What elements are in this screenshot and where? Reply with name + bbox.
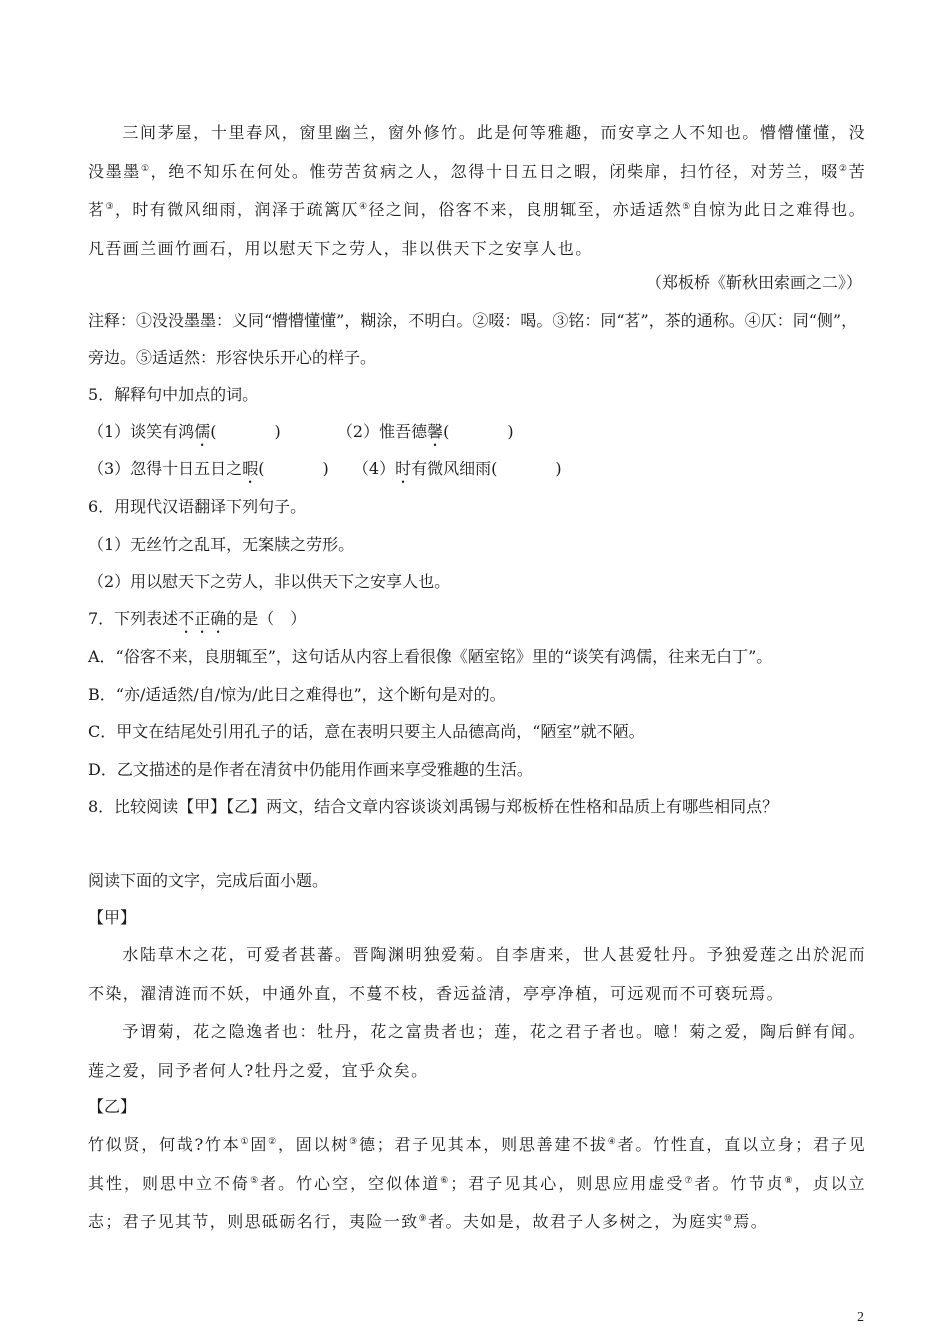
option-a[interactable]: A．“俗客不来，良朋辄至”，这句话从内容上看很像《陋室铭》里的“谈笑有鸿儒，往来无白丁”。: [88, 647, 773, 666]
item-text: ): [555, 459, 562, 478]
passage-text: 径之间，俗客不来，良朋辄至，亦适适然: [368, 200, 683, 219]
item-text: （4）: [352, 459, 396, 478]
passage-text: 水陆草木之花，可爱者甚蕃。晋陶渊明独爱菊。自李唐来，世人甚爱牡丹。予独爱莲之出於泥而不染，濯清涟而不妖，中通外直，不蔓不枝，香远益清，亭亭净植，可远观而不可亵玩焉。: [88, 945, 866, 1003]
jia-paragraph-2: [88, 1013, 866, 1090]
item-text: （3）忽得十日五日之: [88, 459, 243, 478]
footnote-marker: ⑤: [682, 202, 692, 212]
question-5-row-1: [88, 421, 514, 450]
item-text: （2）惟吾德: [336, 422, 428, 441]
passage-text: ，时有: [114, 200, 168, 219]
passage-text: 者。竹性直，直以立身；君子见其性，则思中立不倚: [88, 1135, 867, 1193]
footnote-marker: ⑤: [250, 1175, 261, 1186]
passage-text: 予谓菊，花之隐逸者也：牡丹，花之富贵者也；莲，花之君子者也。噫！菊之爱，陶后鲜有闻。莲之爱，同予者何人?牡丹之爱，宜乎众矣。: [88, 1022, 866, 1080]
passage-text: 三间茅屋，十里春风，窗里幽兰，窗外修竹。此是何等雅趣，而安享之人不知也。懵懵懂懂，没没墨: [88, 123, 866, 181]
question-8-title: 8．比较阅读【甲】【乙】两文，结合文章内容谈谈刘禹锡与郑板桥在性格和品质上有哪些相同点？: [88, 797, 779, 816]
footnote-marker: ③: [105, 202, 115, 212]
dotted-word: 不正确: [178, 609, 227, 628]
passage-text: 者。竹节贞: [694, 1173, 785, 1193]
passage-text: 焉。: [733, 1212, 769, 1231]
option-b[interactable]: B．“亦/适适然/自/惊为/此日之难得也”，这个断句是对的。: [88, 685, 506, 704]
passage-text: ；君子见其心，则思应用虚受: [450, 1173, 685, 1193]
yi-paragraph: [88, 1126, 866, 1242]
passage-text: 墨: [123, 161, 141, 181]
footnote-marker: ②: [268, 1137, 278, 1147]
item-text: ): [322, 459, 329, 478]
footnote-marker: ①: [240, 1137, 251, 1147]
footnote-marker: ③: [349, 1137, 359, 1147]
page-number: 2: [857, 1310, 864, 1325]
footnote-marker: ④: [607, 1137, 618, 1147]
dotted-word: 儒: [194, 422, 211, 441]
passage-text: ，绝不知乐在何处。惟劳苦贫病之人，忽得十日五日之暇，闭柴扉，扫竹径，对芳兰，啜: [150, 161, 839, 181]
item-text: ): [507, 422, 514, 441]
notes-line-2: 旁边。⑤适适然：形容快乐开心的样子。: [88, 348, 377, 367]
footnote-marker: ①: [140, 163, 151, 174]
footnote-marker: ④: [358, 202, 369, 212]
question-5-row-2: [88, 458, 562, 487]
passage-source: （郑板桥《靳秋田索画之二》）: [645, 273, 862, 292]
passage-text: 微风细雨，润泽于疏篱仄: [167, 200, 359, 219]
option-d[interactable]: D．乙文描述的是作者在清贫中仍能用作画来享受雅趣的生活。: [88, 760, 533, 779]
footnote-marker: ⑨: [418, 1214, 429, 1224]
question-6-sentence-2: （2）用以慰天下之劳人，非以供天下之安享人也。: [88, 572, 451, 591]
passage-text: 画石，用以慰天下之劳人，非以供天下之安享人也。: [192, 238, 593, 258]
footnote-marker: ⑦: [684, 1175, 695, 1186]
footnote-marker: ⑧: [784, 1175, 795, 1186]
notes-line-1: 注释：①没没墨墨：义同“懵懵懂懂”，糊涂，不明白。②啜：喝。③铭：同“茗”，茶的通称。④仄：同“侧”，: [88, 311, 858, 330]
passage-text: 者。夫如是，故君子人多树之，为庭实: [428, 1212, 724, 1231]
option-c[interactable]: C．甲文在结尾处引用孔子的话，意在表明只要主人品德高尚，“陋室”就不陋。: [88, 722, 645, 741]
passage-text: 固: [250, 1135, 269, 1154]
passage-text: 自惊为此日之难得也。凡吾画兰画竹: [88, 200, 866, 258]
item-text: 有微风细雨(: [411, 459, 498, 478]
question-5-title: 5．解释句中加点的词。: [88, 385, 259, 404]
yi-label: 【乙】: [88, 1097, 137, 1116]
passage-text: 者。竹心空，空似体道: [260, 1173, 441, 1193]
footnote-marker: ⑥: [440, 1175, 451, 1186]
question-6-title: 6．用现代汉语翻译下列句子。: [88, 497, 307, 516]
item-text: 7．下列表述: [88, 609, 179, 628]
question-7-title: [88, 608, 306, 637]
item-text: （1）谈笑有鸿: [88, 422, 195, 441]
yi-passage-paragraph: [88, 114, 866, 268]
item-text: 的是（ ）: [226, 609, 307, 628]
jia-paragraph-1: [88, 936, 866, 1013]
question-6-sentence-1: （1）无丝竹之乱耳，无案牍之劳形。: [88, 535, 355, 554]
section-intro: 阅读下面的文字，完成后面小题。: [88, 871, 329, 890]
item-text: ): [274, 422, 281, 441]
footnote-marker: ⑩: [723, 1214, 734, 1224]
dotted-word: 馨: [427, 422, 444, 441]
item-text: (: [443, 422, 450, 441]
item-text: (: [258, 459, 265, 478]
item-text: (: [210, 422, 217, 441]
passage-text: ，固以树: [278, 1135, 350, 1154]
passage-text: 竹似贤，何哉?竹本: [88, 1135, 241, 1154]
passage-text: 苦茗: [88, 161, 866, 219]
passage-text: ，贞以立志；君子见其节，则思砥砺名行，夷险一致: [88, 1173, 866, 1231]
jia-label: 【甲】: [88, 908, 137, 927]
dotted-word: 暇: [242, 459, 259, 478]
passage-text: 德；君子见其本，则思善建不拔: [358, 1135, 608, 1154]
footnote-marker: ②: [838, 163, 849, 174]
dotted-word: 时: [395, 459, 412, 478]
